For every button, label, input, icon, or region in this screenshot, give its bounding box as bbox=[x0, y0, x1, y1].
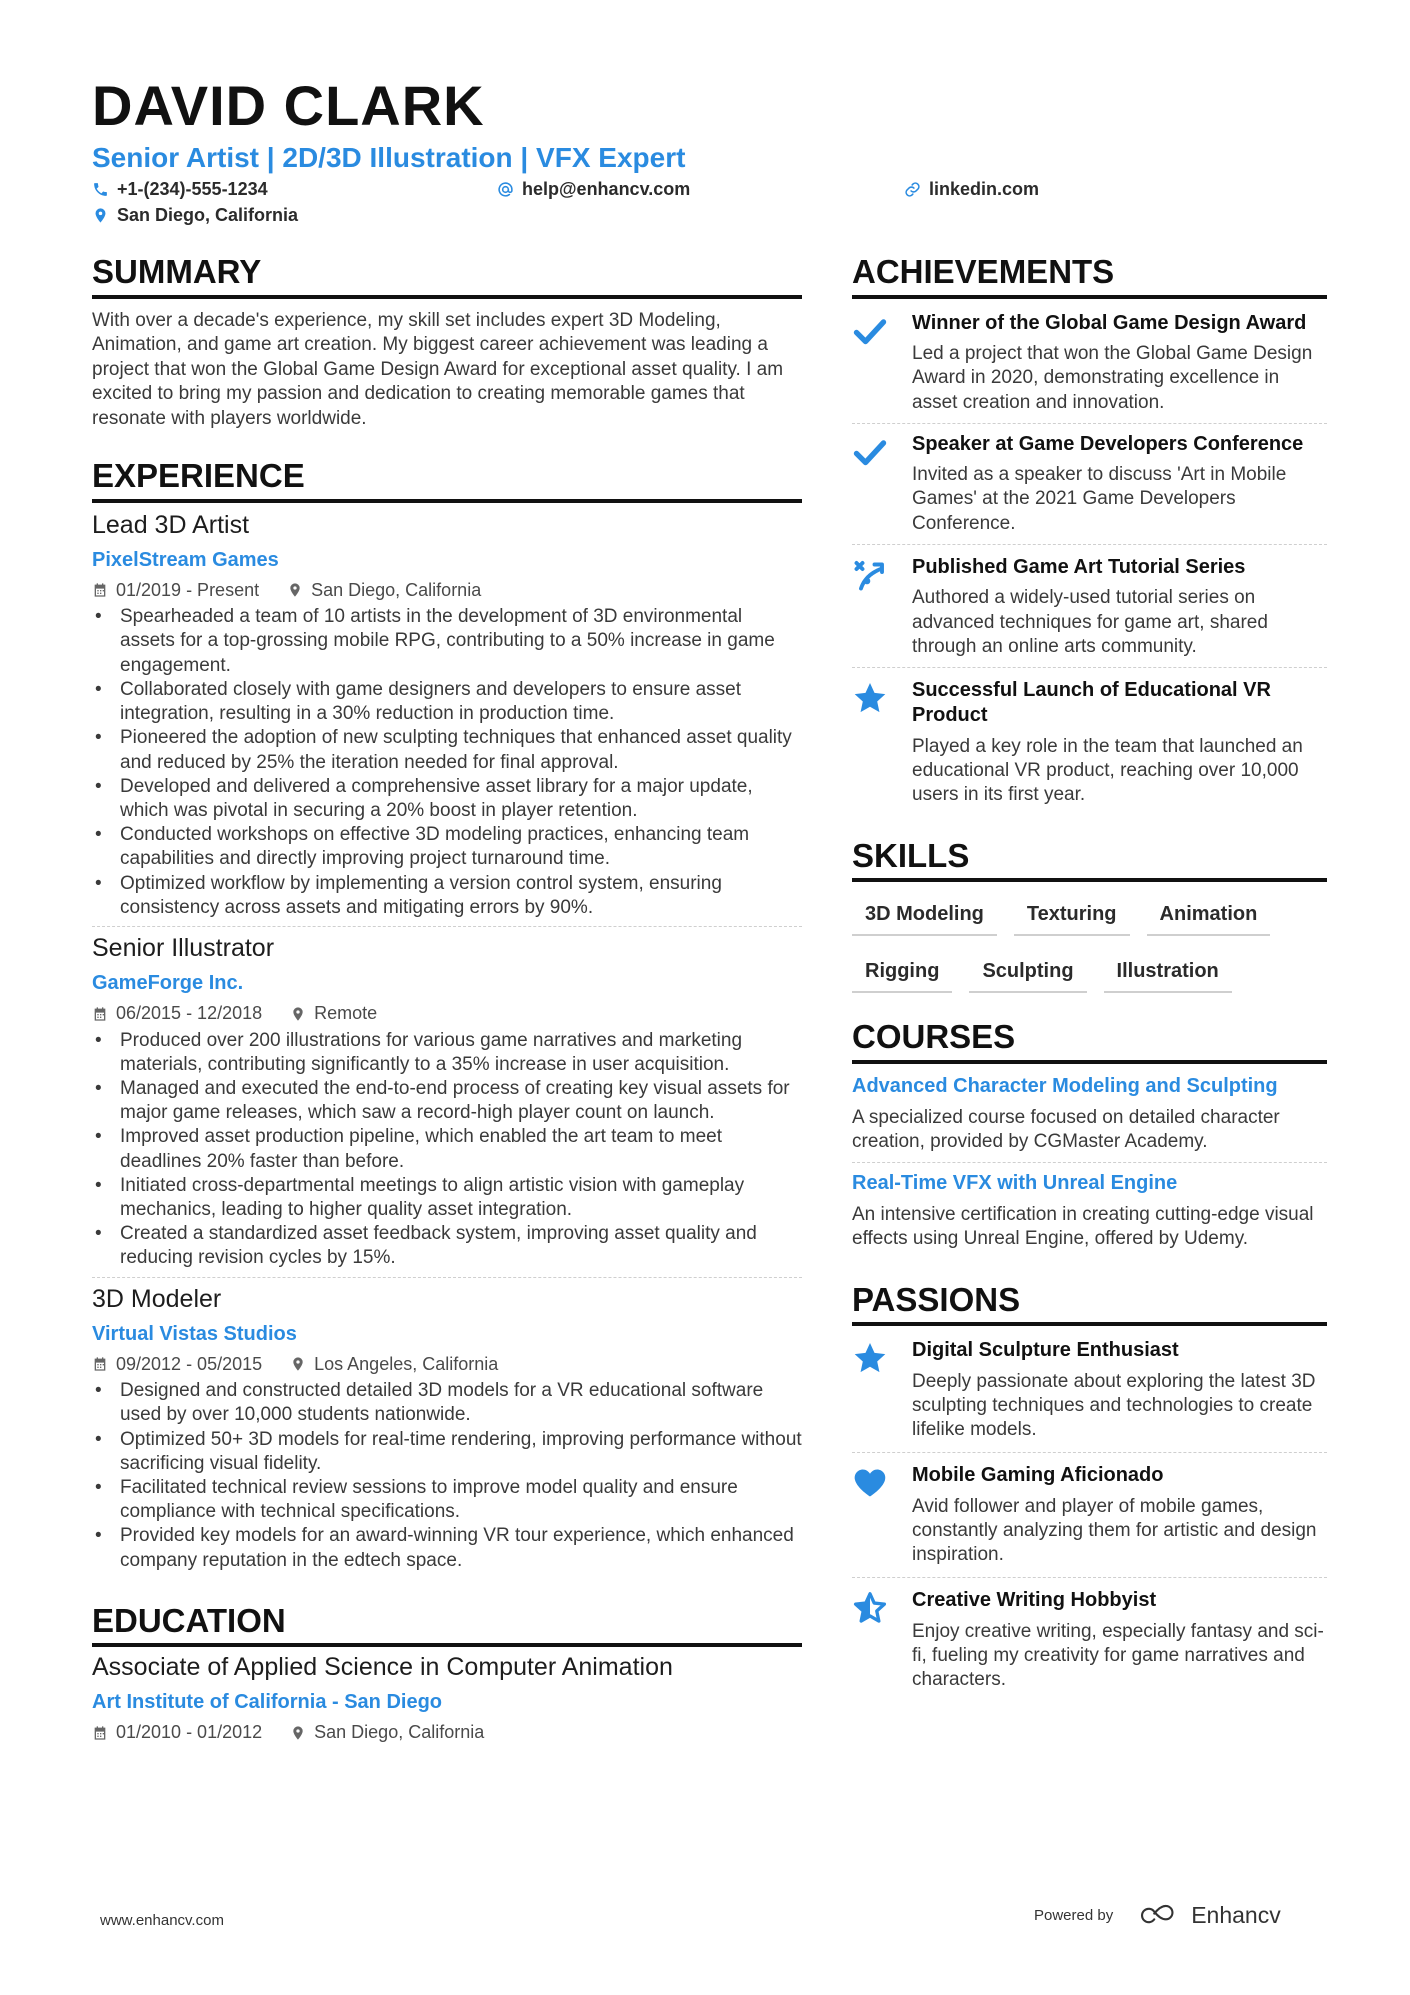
experience-heading: EXPERIENCE bbox=[92, 456, 802, 503]
job-title: 3D Modeler bbox=[92, 1284, 222, 1313]
heart-icon bbox=[852, 1465, 888, 1501]
calendar-icon bbox=[92, 1725, 108, 1741]
calendar-icon bbox=[92, 582, 108, 598]
check-icon bbox=[852, 434, 888, 470]
bullet-item: • Created a standardized asset feedback system, improving asset quality and reducing revision cycles by 15%. bbox=[92, 1222, 802, 1270]
footer-branding bbox=[1034, 1902, 1281, 1929]
linkedin-text: linkedin.com bbox=[929, 179, 1040, 199]
contact-email[interactable] bbox=[497, 179, 690, 200]
passions-section bbox=[852, 1280, 1327, 1693]
contact-phone bbox=[92, 179, 268, 200]
summary-text: With over a decade's experience, my skill set includes expert 3D Modeling, Animation, and game art creation. My biggest career achievement was leading a project that won the Global Game Design Award for exceptional asset quality. I am excited to bring my passion and dedication to creating memorable games that resonate with players worldwide. bbox=[92, 309, 784, 429]
education-dates: 01/2010 - 01/2012 bbox=[92, 1722, 262, 1744]
bullet-item: • Optimized workflow by implementing a version control system, ensuring consistency across assets and mitigating errors by 90%. bbox=[92, 872, 802, 920]
job-bullets bbox=[92, 1029, 802, 1271]
job-meta bbox=[92, 580, 802, 602]
bullet-item: • Improved asset production pipeline, which enabled the art team to meet deadlines 20% faster than before. bbox=[92, 1125, 802, 1173]
job-title: Lead 3D Artist bbox=[92, 510, 250, 539]
enhancv-logo[interactable] bbox=[1137, 1902, 1281, 1929]
passions-heading: PASSIONS bbox=[852, 1280, 1327, 1327]
experience-item bbox=[92, 510, 802, 927]
achievement-title: Speaker at Game Developers Conference bbox=[912, 432, 1304, 455]
enhancv-logo-icon bbox=[1137, 1904, 1183, 1927]
achievement-item bbox=[852, 668, 1327, 816]
course-item bbox=[852, 1064, 1327, 1163]
achievement-item bbox=[852, 545, 1327, 668]
skills-section bbox=[852, 836, 1327, 994]
location-pin-icon bbox=[290, 1006, 306, 1022]
job-meta bbox=[92, 1003, 802, 1025]
bullet-item: • Initiated cross-departmental meetings to align artistic vision with gameplay mechanics, leading to higher quality asset integration. bbox=[92, 1174, 802, 1222]
achievement-item bbox=[852, 299, 1327, 424]
powered-by-label: Powered by bbox=[1034, 1907, 1114, 1924]
job-dates: 09/2012 - 05/2015 bbox=[92, 1354, 262, 1376]
check-icon bbox=[852, 313, 888, 349]
email-text: help@enhancv.com bbox=[522, 179, 691, 199]
experience-item bbox=[92, 933, 802, 1278]
education-meta bbox=[92, 1722, 802, 1744]
experience-section bbox=[92, 456, 802, 1573]
location-pin-icon bbox=[92, 207, 109, 224]
skill-tag: Animation bbox=[1147, 902, 1271, 936]
summary-section bbox=[92, 252, 802, 431]
company-name: Virtual Vistas Studios bbox=[92, 1322, 297, 1345]
at-icon bbox=[497, 181, 514, 198]
bullet-item: • Developed and delivered a comprehensive asset library for a major update, which was pivotal in securing a 20% boost in player retention. bbox=[92, 775, 802, 823]
location-text: San Diego, California bbox=[117, 205, 299, 225]
passion-item bbox=[852, 1578, 1327, 1692]
phone-text: +1-(234)-555-1234 bbox=[117, 179, 268, 199]
contact-linkedin[interactable] bbox=[904, 179, 1039, 200]
skill-tag: Illustration bbox=[1104, 959, 1232, 993]
passion-desc: Deeply passionate about exploring the latest 3D sculpting techniques and technologies to create lifelike models. bbox=[912, 1370, 1316, 1441]
location-pin-icon bbox=[290, 1725, 306, 1741]
bullet-item: • Spearheaded a team of 10 artists in the development of 3D environmental assets for a top-grossing mobile RPG, contributing to a 50% increase in game engagement. bbox=[92, 605, 802, 678]
courses-heading: COURSES bbox=[852, 1017, 1327, 1064]
job-location: San Diego, California bbox=[287, 580, 481, 602]
course-desc: A specialized course focused on detailed character creation, provided by CGMaster Academy. bbox=[852, 1106, 1280, 1152]
link-icon bbox=[904, 181, 921, 198]
candidate-headline: Senior Artist | 2D/3D Illustration | VFX Expert bbox=[92, 142, 686, 173]
skill-tag: Sculpting bbox=[969, 959, 1086, 993]
bullet-item: • Conducted workshops on effective 3D modeling practices, enhancing team capabilities and directly improving project turnaround time. bbox=[92, 823, 802, 871]
degree-title: Associate of Applied Science in Computer Animation bbox=[92, 1653, 673, 1682]
course-title: Real-Time VFX with Unreal Engine bbox=[852, 1172, 1178, 1195]
phone-icon bbox=[92, 181, 109, 198]
achievement-desc: Invited as a speaker to discuss 'Art in Mobile Games' at the 2021 Game Developers Conference. bbox=[912, 464, 1287, 534]
star-outline-icon bbox=[852, 1590, 888, 1626]
passion-desc: Avid follower and player of mobile games, constantly analyzing them for artistic and design inspiration. bbox=[912, 1495, 1317, 1566]
location-pin-icon bbox=[290, 1356, 306, 1372]
summary-heading: SUMMARY bbox=[92, 252, 802, 299]
job-dates: 01/2019 - Present bbox=[92, 580, 259, 602]
job-dates: 06/2015 - 12/2018 bbox=[92, 1003, 262, 1025]
course-item bbox=[852, 1163, 1327, 1251]
skill-tag: Texturing bbox=[1014, 902, 1130, 936]
footer-website[interactable]: www.enhancv.com bbox=[100, 1912, 224, 1929]
passion-item bbox=[852, 1453, 1327, 1578]
passion-title: Mobile Gaming Aficionado bbox=[912, 1464, 1164, 1487]
skills-list bbox=[852, 902, 1327, 936]
job-title: Senior Illustrator bbox=[92, 933, 275, 962]
achievements-section bbox=[852, 252, 1327, 816]
company-name: PixelStream Games bbox=[92, 548, 279, 571]
bullet-item: • Pioneered the adoption of new sculpting techniques that enhanced asset quality and reduced by 25% the iteration needed for final approval. bbox=[92, 726, 802, 774]
job-bullets bbox=[92, 605, 802, 920]
education-location: San Diego, California bbox=[290, 1722, 484, 1744]
passion-title: Creative Writing Hobbyist bbox=[912, 1589, 1157, 1612]
bullet-item: • Managed and executed the end-to-end process of creating key visual assets for major game releases, which saw a record-high player count on launch. bbox=[92, 1077, 802, 1125]
bullet-item: • Collaborated closely with game designers and developers to ensure asset integration, resulting in a 30% reduction in production time. bbox=[92, 678, 802, 726]
candidate-name: DAVID CLARK bbox=[92, 74, 485, 137]
star-icon bbox=[852, 680, 888, 716]
left-column bbox=[92, 252, 802, 1744]
experience-item bbox=[92, 1284, 802, 1573]
education-section bbox=[92, 1601, 802, 1744]
calendar-icon bbox=[92, 1006, 108, 1022]
skill-tag: Rigging bbox=[852, 959, 952, 993]
school-name: Art Institute of California - San Diego bbox=[92, 1691, 443, 1714]
bullet-item: • Provided key models for an award-winning VR tour experience, which enhanced company reputation in the edtech space. bbox=[92, 1524, 802, 1572]
job-meta bbox=[92, 1354, 802, 1376]
skills-heading: SKILLS bbox=[852, 836, 1327, 883]
right-column bbox=[852, 252, 1327, 1692]
contact-location bbox=[92, 205, 298, 226]
achievement-title: Winner of the Global Game Design Award bbox=[912, 311, 1307, 334]
achievement-desc: Authored a widely-used tutorial series on advanced techniques for game art, shared through an online arts community. bbox=[912, 587, 1268, 657]
course-title: Advanced Character Modeling and Sculpting bbox=[852, 1074, 1278, 1097]
brand-name: Enhancv bbox=[1191, 1902, 1281, 1928]
bullet-item: • Designed and constructed detailed 3D models for a VR educational software used by over 10,000 students nationwide. bbox=[92, 1379, 802, 1427]
job-location: Remote bbox=[290, 1003, 377, 1025]
achievement-title: Successful Launch of Educational VR Product bbox=[912, 678, 1271, 727]
passion-title: Digital Sculpture Enthusiast bbox=[912, 1339, 1179, 1362]
achievement-item bbox=[852, 424, 1327, 545]
bullet-item: • Facilitated technical review sessions to improve model quality and ensure compliance with technical specifications. bbox=[92, 1476, 802, 1524]
achievement-title: Published Game Art Tutorial Series bbox=[912, 555, 1246, 578]
bullet-item: • Produced over 200 illustrations for various game narratives and marketing materials, contributing significantly to a 35% increase in user acquisition. bbox=[92, 1029, 802, 1077]
calendar-icon bbox=[92, 1356, 108, 1372]
job-location: Los Angeles, California bbox=[290, 1354, 498, 1376]
company-name: GameForge Inc. bbox=[92, 971, 244, 994]
strategy-icon bbox=[852, 557, 888, 593]
courses-section bbox=[852, 1017, 1327, 1251]
location-pin-icon bbox=[287, 582, 303, 598]
passion-item bbox=[852, 1326, 1327, 1453]
skill-tag: 3D Modeling bbox=[852, 902, 997, 936]
bullet-item: • Optimized 50+ 3D models for real-time rendering, improving performance without sacrificing visual fidelity. bbox=[92, 1428, 802, 1476]
achievements-heading: ACHIEVEMENTS bbox=[852, 252, 1327, 299]
star-icon bbox=[852, 1340, 888, 1376]
passion-desc: Enjoy creative writing, especially fantasy and sci-fi, fueling my creativity for game narratives and characters. bbox=[912, 1620, 1324, 1691]
course-desc: An intensive certification in creating cutting-edge visual effects using Unreal Engine, offered by Udemy. bbox=[852, 1204, 1314, 1250]
education-heading: EDUCATION bbox=[92, 1601, 802, 1648]
job-bullets bbox=[92, 1379, 802, 1573]
achievement-desc: Led a project that won the Global Game Design Award in 2020, demonstrating excellence in asset creation and innovation. bbox=[912, 343, 1313, 413]
skills-list bbox=[852, 959, 1327, 993]
achievement-desc: Played a key role in the team that launched an educational VR product, reaching over 10,000 users in its first year. bbox=[912, 735, 1303, 806]
